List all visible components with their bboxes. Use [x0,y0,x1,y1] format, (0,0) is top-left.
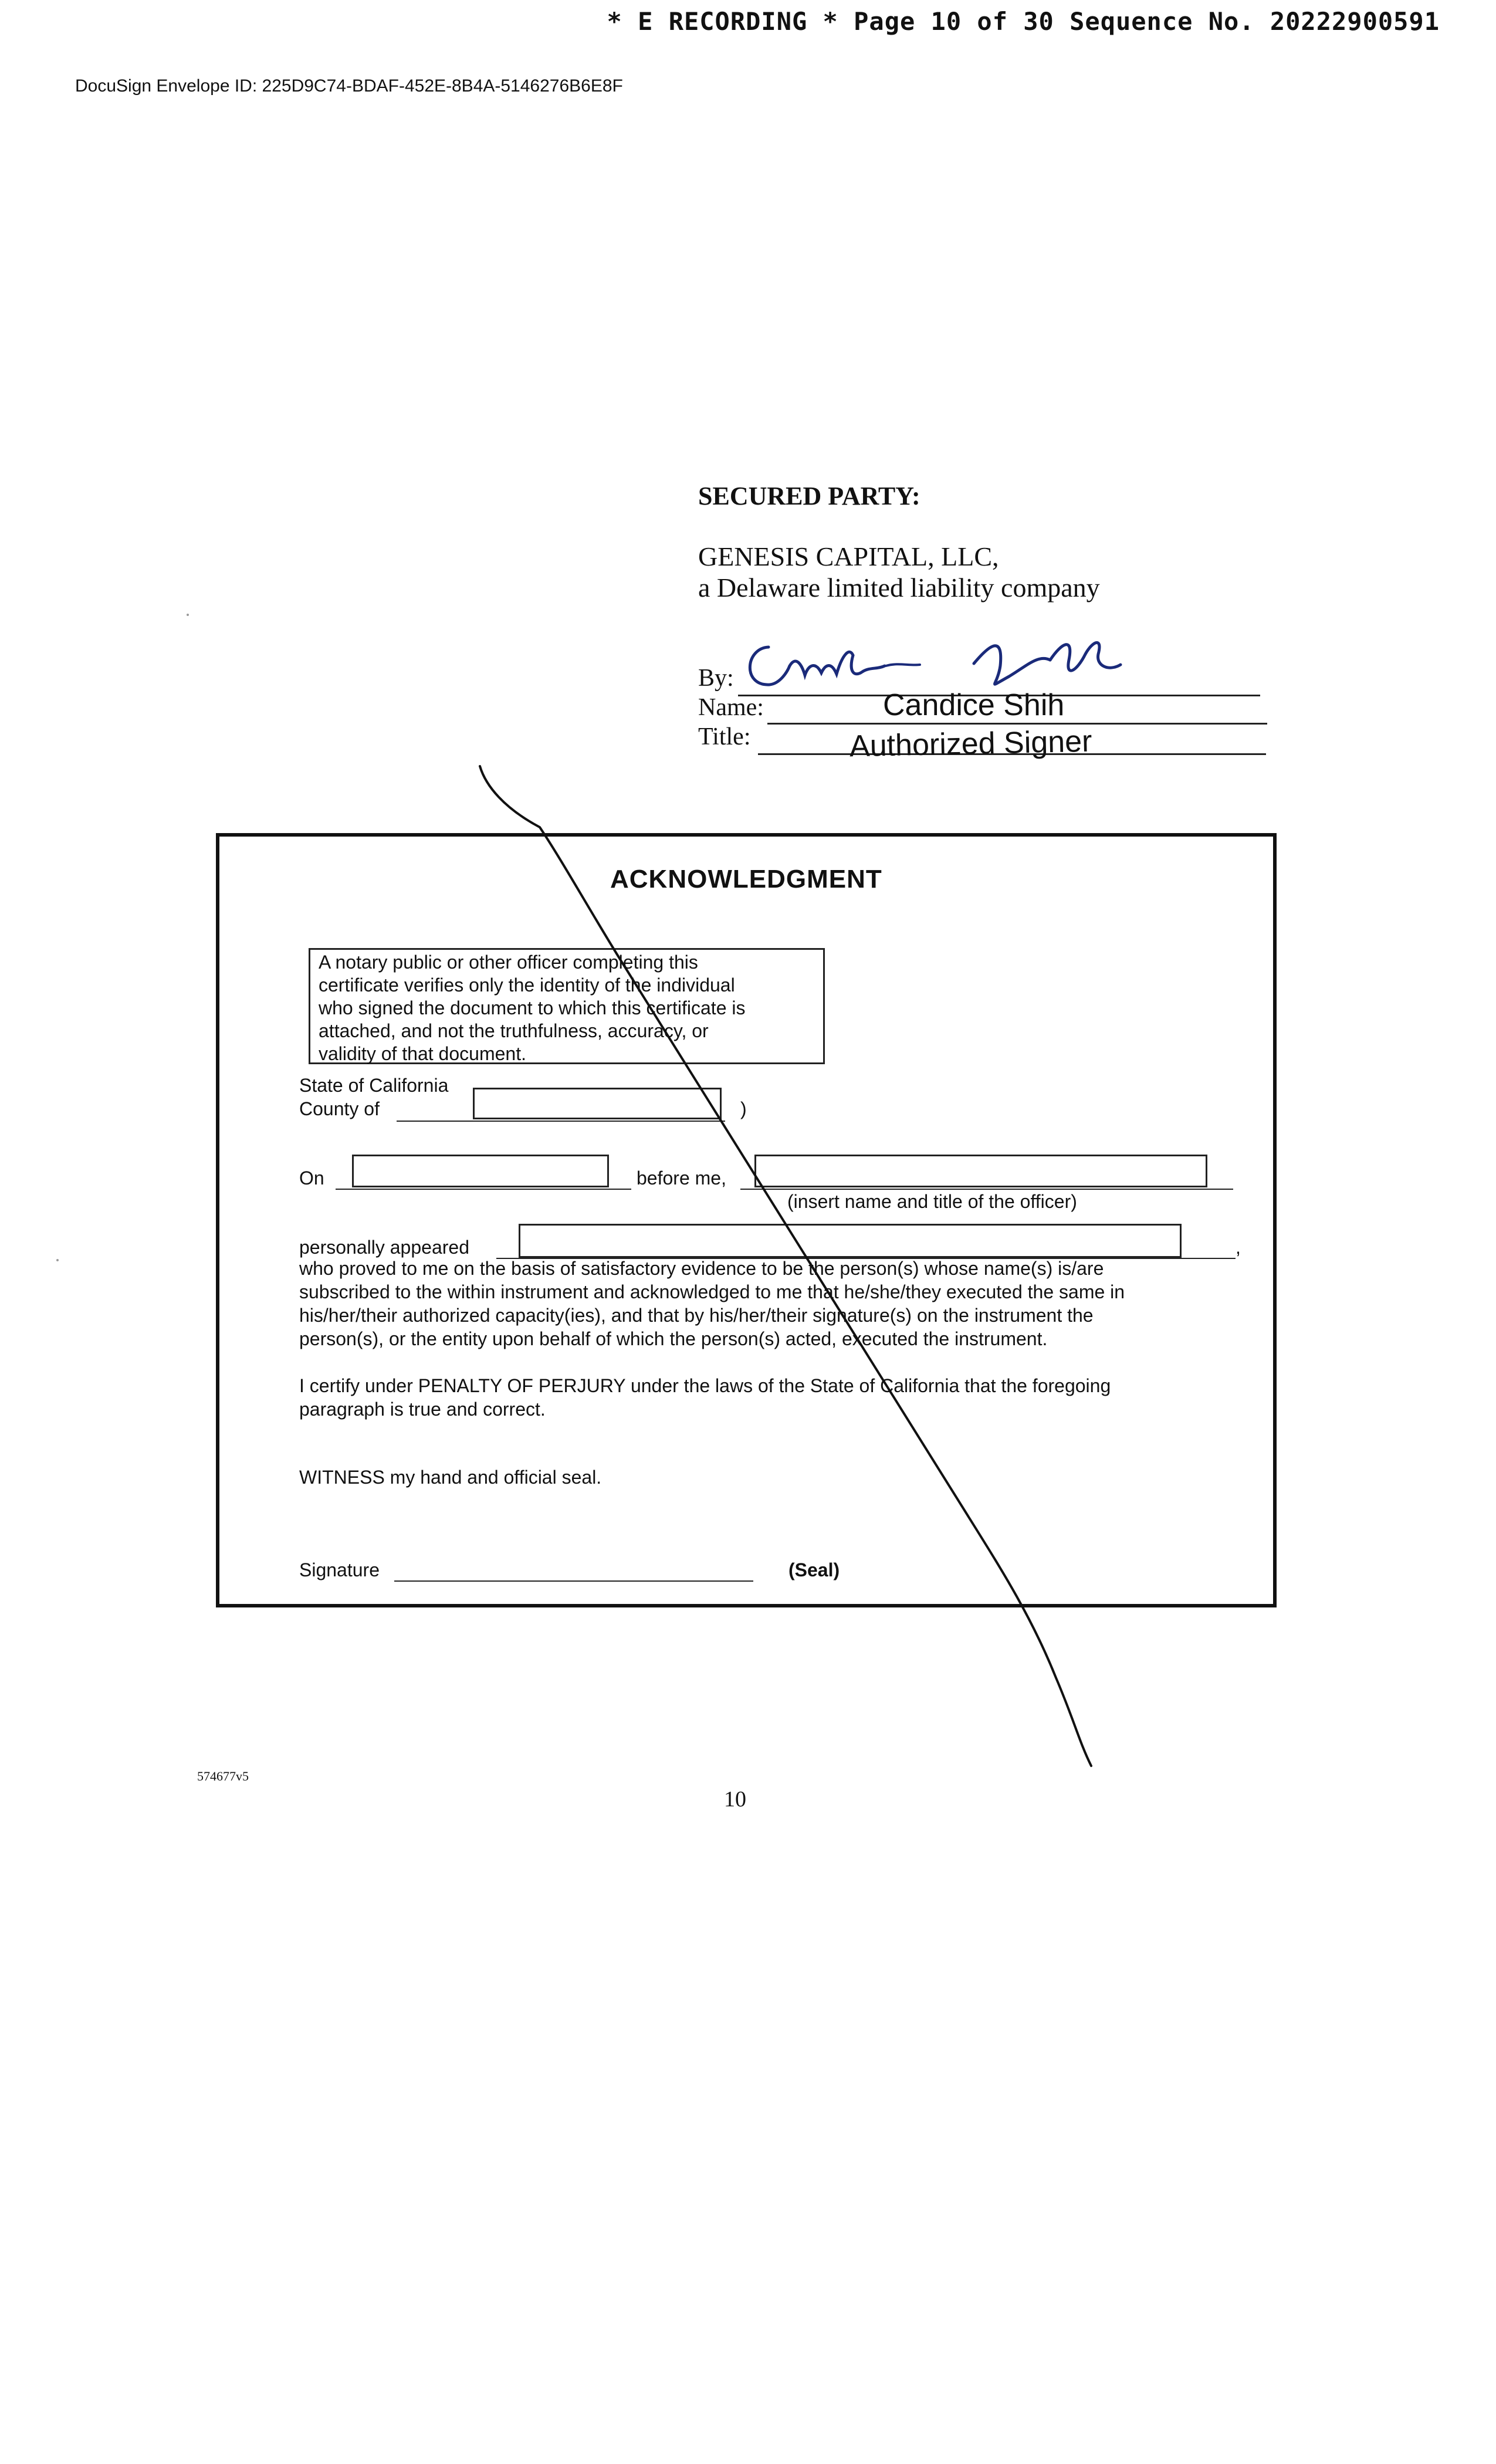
personally-appeared-label: personally appeared [299,1237,469,1258]
company-name: GENESIS CAPITAL, LLC, [698,541,999,571]
officer-hint: (insert name and title of the officer) [787,1191,1077,1212]
seal-label: (Seal) [788,1559,840,1580]
signer-name: Candice Shih [883,688,1065,722]
perjury-line: I certify under PENALTY OF PERJURY under the laws of the State of California that the foregoing [299,1375,1111,1396]
appeared-comma: , [1236,1237,1241,1258]
proof-line: person(s), or the entity upon behalf of which the person(s) acted, executed the instrument. [299,1328,1048,1349]
before-me-label: before me, [637,1167,726,1189]
witness-text: WITNESS my hand and official seal. [299,1467,602,1488]
secured-party-heading: SECURED PARTY: [698,482,920,510]
proof-line: his/her/their authorized capacity(ies), and that by his/her/their signature(s) on the instrument the [299,1305,1094,1326]
county-label: County of [299,1098,380,1119]
signer-title: Authorized Signer [849,724,1092,764]
on-label: On [299,1167,324,1189]
proof-line: who proved to me on the basis of satisfactory evidence to be the person(s) whose name(s) is/are [299,1258,1104,1279]
notice-line: certificate verifies only the identity of the individual [319,974,735,996]
proof-line: subscribed to the within instrument and acknowledged to me that he/she/they executed the same in [299,1281,1125,1302]
notice-line: who signed the document to which this certificate is [319,997,746,1018]
state-label: State of California [299,1075,449,1096]
by-label: By: [698,665,734,692]
envelope-id: DocuSign Envelope ID: 225D9C74-BDAF-452E-8B4A-5146276B6E8F [75,76,623,96]
name-label: Name: [698,694,764,721]
notice-line: A notary public or other officer completing this [319,952,698,973]
document-reference: 574677v5 [197,1769,249,1783]
scan-speck [56,1259,59,1261]
acknowledgment-title: ACKNOWLEDGMENT [610,865,882,893]
notice-line: attached, and not the truthfulness, accuracy, or [319,1020,709,1041]
signature-label: Signature [299,1559,380,1580]
perjury-line: paragraph is true and correct. [299,1399,546,1420]
notice-line: validity of that document. [319,1043,526,1064]
scan-speck [187,614,189,616]
county-paren: ) [740,1098,747,1119]
page-number: 10 [724,1787,746,1812]
company-description: a Delaware limited liability company [698,573,1100,603]
title-label: Title: [698,723,751,750]
recording-header: * E RECORDING * Page 10 of 30 Sequence No. 20222900591 [607,7,1440,36]
